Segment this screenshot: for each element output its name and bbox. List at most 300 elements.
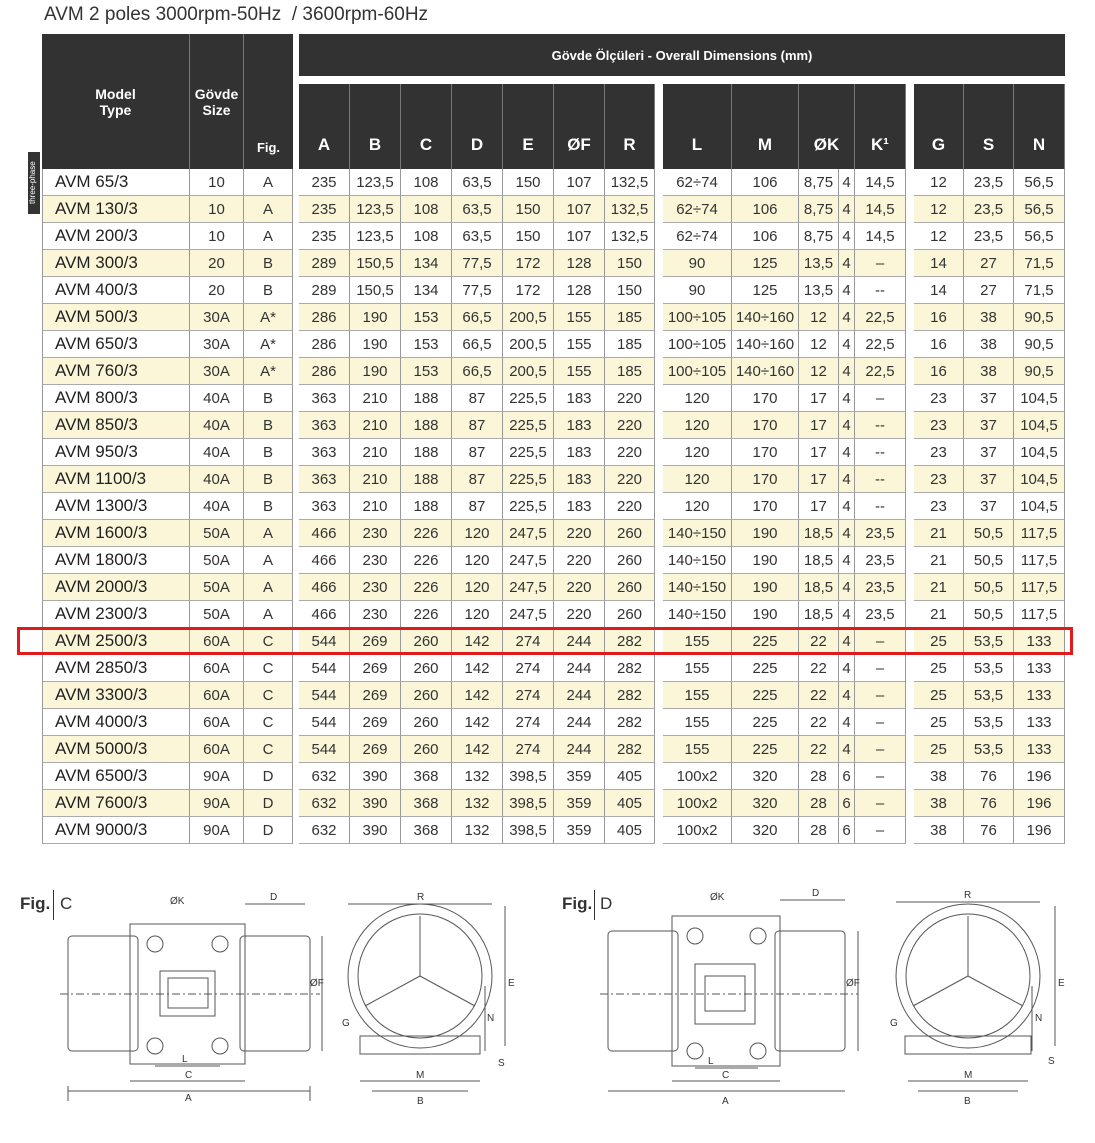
cell-M: 225 [732, 682, 799, 709]
cell-L: 90 [663, 277, 732, 304]
cell-E: 150 [503, 223, 554, 250]
cell-Kn: 4 [839, 628, 855, 655]
cell-A: 235 [299, 223, 350, 250]
cell-E: 200,5 [503, 304, 554, 331]
cell-D: 63,5 [452, 196, 503, 223]
cell-E: 247,5 [503, 520, 554, 547]
cell-B: 390 [350, 817, 401, 844]
svg-text:D: D [812, 888, 820, 899]
cell-size: 40A [190, 493, 244, 520]
cell-size: 90A [190, 790, 244, 817]
cell-Kn: 4 [839, 493, 855, 520]
cell-M: 170 [732, 439, 799, 466]
svg-text:B: B [964, 1096, 971, 1107]
cell-M: 320 [732, 817, 799, 844]
cell-N: 133 [1014, 682, 1065, 709]
cell-S: 27 [964, 277, 1014, 304]
fig-c-letter: C [60, 894, 73, 913]
cell-A: 544 [299, 628, 350, 655]
cell-K1: – [855, 250, 906, 277]
overall-dimensions-header: Gövde Ölçüleri - Overall Dimensions (mm) [299, 34, 1065, 76]
cell-D: 87 [452, 493, 503, 520]
cell-C: 108 [401, 169, 452, 196]
cell-N: 104,5 [1014, 385, 1065, 412]
cell-L: 140÷150 [663, 547, 732, 574]
cell-L: 100÷105 [663, 358, 732, 385]
cell-K1: 22,5 [855, 304, 906, 331]
cell-D: 120 [452, 547, 503, 574]
cell-R: 185 [605, 331, 655, 358]
cell-N: 196 [1014, 790, 1065, 817]
cell-F: 183 [554, 466, 605, 493]
cell-N: 133 [1014, 709, 1065, 736]
cell-N: 117,5 [1014, 520, 1065, 547]
cell-model: AVM 850/3 [42, 412, 190, 439]
cell-K: 13,5 [799, 250, 839, 277]
cell-size: 10 [190, 169, 244, 196]
cell-A: 363 [299, 385, 350, 412]
cell-E: 398,5 [503, 763, 554, 790]
cell-C: 226 [401, 547, 452, 574]
cell-M: 320 [732, 790, 799, 817]
cell-F: 155 [554, 304, 605, 331]
cell-F: 107 [554, 223, 605, 250]
cell-Kn: 4 [839, 439, 855, 466]
cell-size: 20 [190, 250, 244, 277]
cell-A: 286 [299, 304, 350, 331]
cell-K1: 23,5 [855, 520, 906, 547]
cell-F: 128 [554, 250, 605, 277]
cell-K: 17 [799, 466, 839, 493]
cell-L: 62÷74 [663, 169, 732, 196]
svg-text:ØK: ØK [170, 896, 185, 907]
cell-D: 120 [452, 601, 503, 628]
col-header-5: ØF [554, 84, 605, 169]
cell-F: 183 [554, 412, 605, 439]
cell-D: 120 [452, 574, 503, 601]
table-row [42, 358, 1065, 385]
cell-G: 38 [914, 763, 964, 790]
cell-Kn: 4 [839, 385, 855, 412]
cell-N: 104,5 [1014, 493, 1065, 520]
cell-L: 100x2 [663, 790, 732, 817]
cell-K: 28 [799, 790, 839, 817]
cell-A: 286 [299, 331, 350, 358]
cell-B: 190 [350, 304, 401, 331]
cell-K: 22 [799, 655, 839, 682]
cell-C: 260 [401, 709, 452, 736]
table-row [42, 277, 1065, 304]
cell-M: 106 [732, 169, 799, 196]
cell-N: 133 [1014, 736, 1065, 763]
cell-D: 63,5 [452, 223, 503, 250]
cell-L: 120 [663, 493, 732, 520]
table-row [42, 736, 1065, 763]
cell-F: 220 [554, 520, 605, 547]
cell-M: 320 [732, 763, 799, 790]
cell-E: 247,5 [503, 547, 554, 574]
cell-D: 87 [452, 412, 503, 439]
cell-K1: -- [855, 277, 906, 304]
cell-G: 14 [914, 277, 964, 304]
cell-C: 188 [401, 439, 452, 466]
model-type-header: Model Type [42, 34, 190, 169]
cell-N: 117,5 [1014, 547, 1065, 574]
cell-K1: – [855, 682, 906, 709]
cell-fig: C [244, 709, 293, 736]
cell-K1: – [855, 385, 906, 412]
cell-R: 185 [605, 304, 655, 331]
cell-B: 123,5 [350, 223, 401, 250]
cell-G: 25 [914, 682, 964, 709]
cell-K1: – [855, 817, 906, 844]
cell-model: AVM 300/3 [42, 250, 190, 277]
cell-Kn: 6 [839, 790, 855, 817]
cell-size: 60A [190, 682, 244, 709]
cell-G: 16 [914, 304, 964, 331]
cell-A: 544 [299, 736, 350, 763]
cell-R: 282 [605, 709, 655, 736]
cell-model: AVM 950/3 [42, 439, 190, 466]
cell-fig: D [244, 763, 293, 790]
cell-A: 286 [299, 358, 350, 385]
cell-F: 244 [554, 655, 605, 682]
cell-model: AVM 1300/3 [42, 493, 190, 520]
three-phase-label: three-phase [28, 152, 40, 214]
cell-C: 188 [401, 412, 452, 439]
cell-E: 274 [503, 736, 554, 763]
cell-M: 190 [732, 574, 799, 601]
cell-K: 18,5 [799, 547, 839, 574]
cell-fig: B [244, 466, 293, 493]
cell-Kn: 4 [839, 547, 855, 574]
cell-B: 190 [350, 358, 401, 385]
cell-B: 210 [350, 385, 401, 412]
cell-fig: C [244, 682, 293, 709]
cell-Kn: 4 [839, 277, 855, 304]
cell-model: AVM 2500/3 [42, 628, 190, 655]
cell-A: 544 [299, 709, 350, 736]
cell-F: 155 [554, 358, 605, 385]
cell-L: 100x2 [663, 763, 732, 790]
cell-F: 183 [554, 385, 605, 412]
svg-text:G: G [342, 1018, 350, 1029]
table-row [42, 763, 1065, 790]
cell-B: 210 [350, 466, 401, 493]
cell-L: 90 [663, 250, 732, 277]
cell-B: 230 [350, 520, 401, 547]
cell-B: 150,5 [350, 250, 401, 277]
cell-A: 466 [299, 547, 350, 574]
cell-C: 226 [401, 520, 452, 547]
cell-K1: -- [855, 412, 906, 439]
cell-model: AVM 1800/3 [42, 547, 190, 574]
cell-Kn: 4 [839, 655, 855, 682]
cell-C: 368 [401, 790, 452, 817]
cell-size: 60A [190, 736, 244, 763]
cell-K: 17 [799, 493, 839, 520]
svg-text:A: A [722, 1096, 729, 1107]
cell-B: 230 [350, 547, 401, 574]
svg-text:L: L [708, 1056, 714, 1067]
cell-D: 66,5 [452, 358, 503, 385]
cell-K: 22 [799, 682, 839, 709]
col-header-G: G [914, 84, 964, 169]
cell-R: 282 [605, 682, 655, 709]
cell-L: 120 [663, 439, 732, 466]
table-row [42, 520, 1065, 547]
table-row [42, 439, 1065, 466]
cell-M: 190 [732, 547, 799, 574]
table-row [42, 196, 1065, 223]
cell-B: 390 [350, 790, 401, 817]
cell-N: 90,5 [1014, 331, 1065, 358]
cell-S: 53,5 [964, 709, 1014, 736]
cell-D: 142 [452, 628, 503, 655]
highlight-box [17, 627, 1073, 655]
cell-K: 8,75 [799, 169, 839, 196]
cell-N: 104,5 [1014, 439, 1065, 466]
cell-C: 153 [401, 331, 452, 358]
cell-F: 244 [554, 682, 605, 709]
cell-F: 359 [554, 817, 605, 844]
cell-size: 40A [190, 466, 244, 493]
cell-N: 90,5 [1014, 304, 1065, 331]
cell-E: 225,5 [503, 412, 554, 439]
cell-C: 188 [401, 493, 452, 520]
cell-fig: B [244, 277, 293, 304]
cell-G: 23 [914, 466, 964, 493]
cell-size: 60A [190, 709, 244, 736]
cell-fig: A [244, 169, 293, 196]
cell-E: 225,5 [503, 493, 554, 520]
cell-K1: 14,5 [855, 169, 906, 196]
figure-c-drawing [60, 886, 540, 1136]
cell-fig: D [244, 817, 293, 844]
cell-E: 247,5 [503, 574, 554, 601]
cell-Kn: 6 [839, 817, 855, 844]
cell-B: 210 [350, 412, 401, 439]
cell-L: 62÷74 [663, 196, 732, 223]
cell-N: 117,5 [1014, 574, 1065, 601]
cell-C: 108 [401, 223, 452, 250]
cell-D: 132 [452, 817, 503, 844]
cell-A: 235 [299, 196, 350, 223]
cell-A: 289 [299, 250, 350, 277]
cell-M: 170 [732, 493, 799, 520]
table-row [42, 493, 1065, 520]
cell-model: AVM 800/3 [42, 385, 190, 412]
cell-L: 100÷105 [663, 331, 732, 358]
col-header-2: C [401, 84, 452, 169]
cell-model: AVM 5000/3 [42, 736, 190, 763]
figure-d-drawing [600, 886, 1080, 1136]
cell-G: 21 [914, 601, 964, 628]
cell-Kn: 4 [839, 736, 855, 763]
cell-R: 282 [605, 736, 655, 763]
cell-R: 220 [605, 466, 655, 493]
cell-M: 106 [732, 196, 799, 223]
cell-L: 100÷105 [663, 304, 732, 331]
cell-fig: B [244, 412, 293, 439]
cell-size: 20 [190, 277, 244, 304]
cell-Kn: 4 [839, 250, 855, 277]
cell-L: 155 [663, 655, 732, 682]
cell-fig: A* [244, 358, 293, 385]
cell-K: 12 [799, 358, 839, 385]
cell-E: 247,5 [503, 601, 554, 628]
cell-A: 466 [299, 574, 350, 601]
cell-Kn: 4 [839, 466, 855, 493]
cell-D: 66,5 [452, 304, 503, 331]
cell-Kn: 4 [839, 574, 855, 601]
cell-S: 50,5 [964, 547, 1014, 574]
cell-G: 38 [914, 790, 964, 817]
cell-S: 37 [964, 493, 1014, 520]
cell-K: 17 [799, 412, 839, 439]
cell-B: 269 [350, 628, 401, 655]
cell-G: 25 [914, 736, 964, 763]
cell-F: 220 [554, 547, 605, 574]
cell-size: 90A [190, 763, 244, 790]
cell-S: 38 [964, 331, 1014, 358]
cell-E: 150 [503, 169, 554, 196]
table-row [42, 331, 1065, 358]
cell-M: 170 [732, 412, 799, 439]
svg-text:N: N [487, 1013, 495, 1024]
cell-A: 544 [299, 655, 350, 682]
cell-A: 466 [299, 520, 350, 547]
cell-D: 87 [452, 466, 503, 493]
cell-R: 220 [605, 412, 655, 439]
table-row [42, 682, 1065, 709]
svg-text:S: S [1048, 1056, 1055, 1067]
col-header-3: D [452, 84, 503, 169]
cell-G: 16 [914, 331, 964, 358]
svg-text:L: L [182, 1054, 188, 1065]
cell-fig: A [244, 223, 293, 250]
col-header-1: B [350, 84, 401, 169]
cell-fig: A [244, 547, 293, 574]
cell-L: 100x2 [663, 817, 732, 844]
cell-G: 14 [914, 250, 964, 277]
table-row [42, 169, 1065, 196]
cell-L: 155 [663, 709, 732, 736]
cell-M: 225 [732, 709, 799, 736]
cell-K: 18,5 [799, 601, 839, 628]
cell-size: 50A [190, 601, 244, 628]
cell-E: 225,5 [503, 466, 554, 493]
cell-A: 363 [299, 493, 350, 520]
cell-N: 196 [1014, 763, 1065, 790]
cell-K: 22 [799, 736, 839, 763]
cell-A: 363 [299, 466, 350, 493]
cell-N: 196 [1014, 817, 1065, 844]
cell-F: 359 [554, 790, 605, 817]
cell-fig: C [244, 736, 293, 763]
cell-L: 155 [663, 736, 732, 763]
cell-G: 21 [914, 547, 964, 574]
cell-N: 56,5 [1014, 169, 1065, 196]
cell-D: 120 [452, 520, 503, 547]
cell-K1: – [855, 628, 906, 655]
cell-B: 269 [350, 709, 401, 736]
cell-C: 153 [401, 304, 452, 331]
cell-S: 50,5 [964, 601, 1014, 628]
cell-D: 77,5 [452, 277, 503, 304]
cell-F: 107 [554, 196, 605, 223]
cell-G: 23 [914, 385, 964, 412]
col-header-N: N [1014, 84, 1065, 169]
cell-L: 120 [663, 412, 732, 439]
svg-text:E: E [1058, 978, 1065, 989]
cell-B: 269 [350, 682, 401, 709]
table-row [42, 547, 1065, 574]
cell-D: 142 [452, 736, 503, 763]
cell-M: 106 [732, 223, 799, 250]
cell-F: 128 [554, 277, 605, 304]
cell-A: 632 [299, 817, 350, 844]
cell-model: AVM 500/3 [42, 304, 190, 331]
cell-N: 90,5 [1014, 358, 1065, 385]
cell-Kn: 6 [839, 763, 855, 790]
svg-text:A: A [185, 1093, 192, 1104]
cell-L: 120 [663, 385, 732, 412]
cell-R: 282 [605, 628, 655, 655]
svg-text:B: B [417, 1096, 424, 1107]
cell-A: 289 [299, 277, 350, 304]
cell-B: 210 [350, 493, 401, 520]
cell-A: 632 [299, 790, 350, 817]
cell-K: 28 [799, 817, 839, 844]
cell-K1: 22,5 [855, 358, 906, 385]
cell-model: AVM 9000/3 [42, 817, 190, 844]
cell-C: 226 [401, 574, 452, 601]
cell-C: 260 [401, 736, 452, 763]
cell-M: 125 [732, 277, 799, 304]
cell-E: 274 [503, 655, 554, 682]
cell-S: 37 [964, 385, 1014, 412]
cell-R: 150 [605, 250, 655, 277]
table-row [42, 304, 1065, 331]
cell-L: 120 [663, 466, 732, 493]
cell-fig: B [244, 493, 293, 520]
cell-G: 23 [914, 439, 964, 466]
cell-A: 363 [299, 439, 350, 466]
table-row [42, 601, 1065, 628]
dimensions-table [42, 34, 1065, 844]
cell-G: 38 [914, 817, 964, 844]
cell-M: 225 [732, 736, 799, 763]
cell-fig: A [244, 196, 293, 223]
cell-size: 10 [190, 223, 244, 250]
cell-K: 17 [799, 385, 839, 412]
cell-E: 200,5 [503, 331, 554, 358]
cell-model: AVM 760/3 [42, 358, 190, 385]
cell-Kn: 4 [839, 196, 855, 223]
cell-S: 76 [964, 763, 1014, 790]
cell-F: 183 [554, 439, 605, 466]
cell-fig: C [244, 628, 293, 655]
cell-model: AVM 6500/3 [42, 763, 190, 790]
cell-Kn: 4 [839, 223, 855, 250]
cell-K: 17 [799, 439, 839, 466]
cell-R: 282 [605, 655, 655, 682]
cell-R: 132,5 [605, 196, 655, 223]
cell-K1: 22,5 [855, 331, 906, 358]
cell-E: 398,5 [503, 790, 554, 817]
cell-N: 71,5 [1014, 250, 1065, 277]
